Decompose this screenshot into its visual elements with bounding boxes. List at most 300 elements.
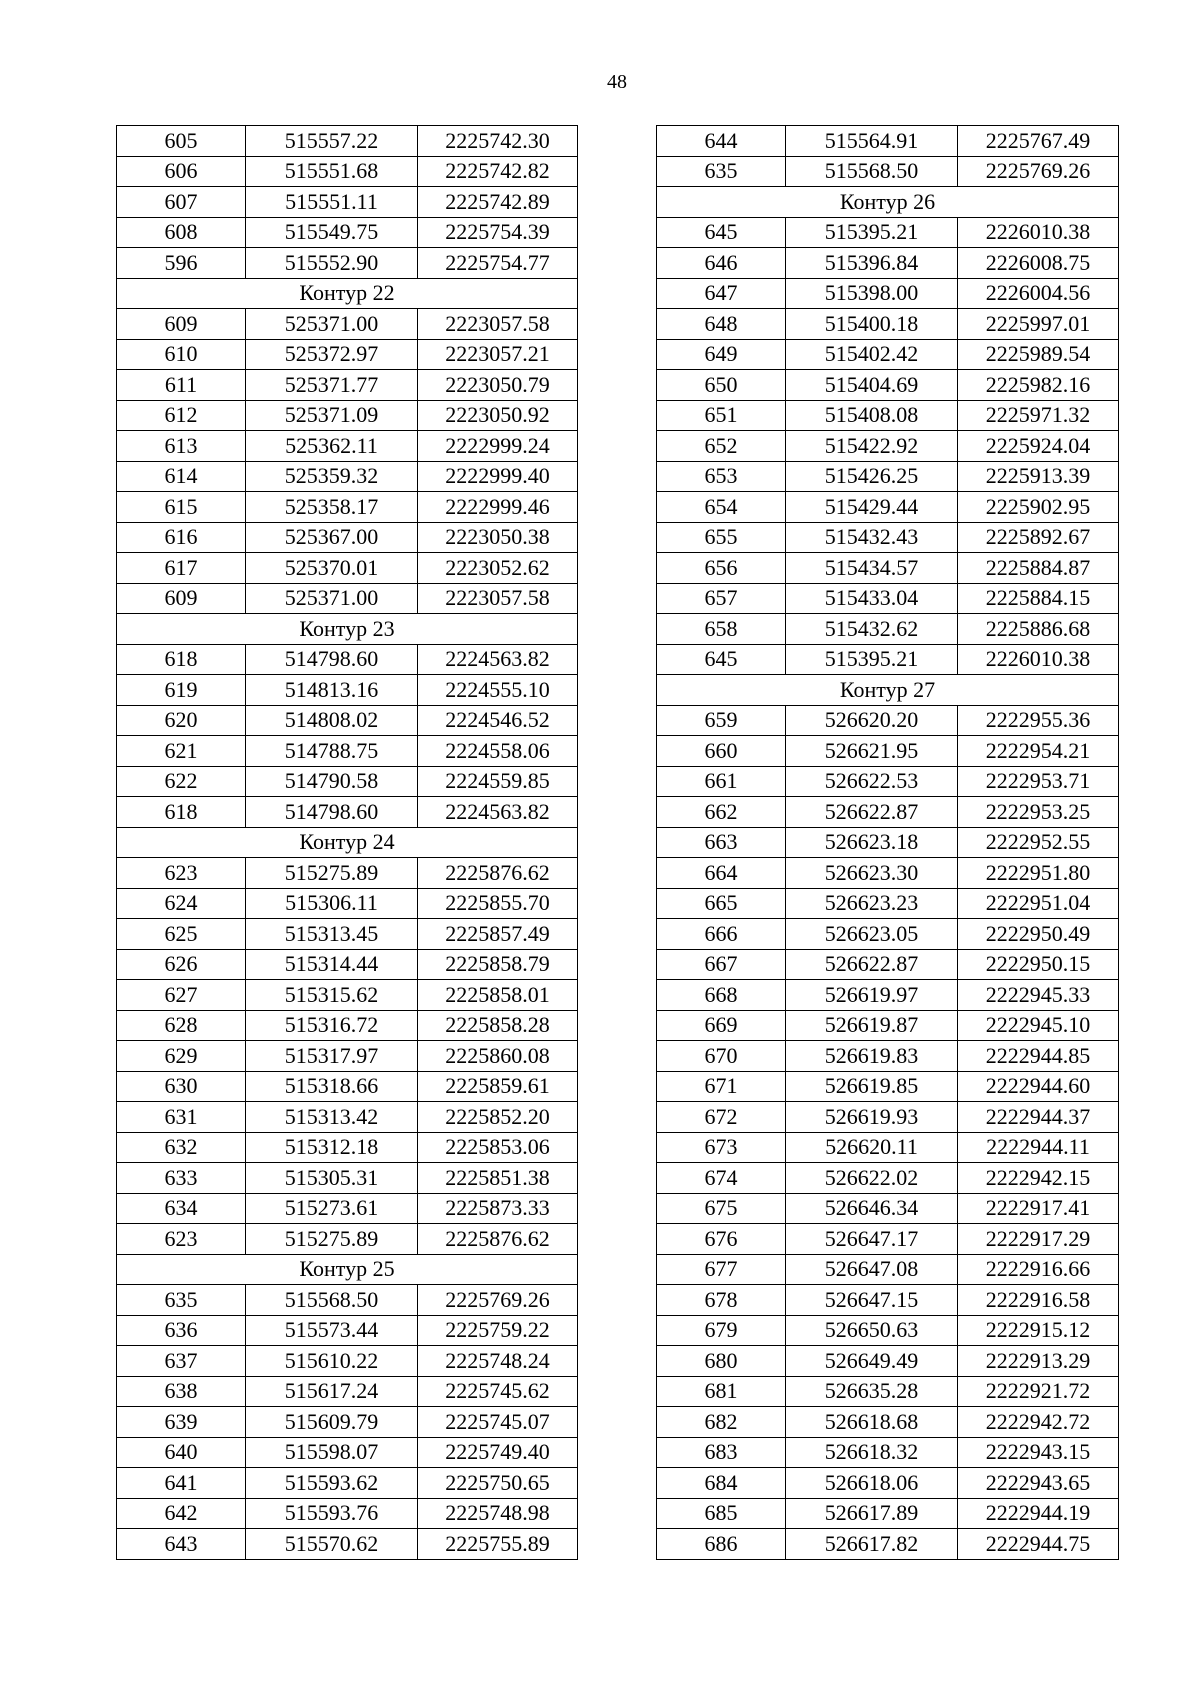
x-coordinate-cell: 515426.25 bbox=[786, 461, 958, 492]
x-coordinate-cell: 515593.76 bbox=[246, 1498, 418, 1529]
table-row bbox=[117, 1010, 578, 1041]
y-coordinate-cell: 2225754.77 bbox=[418, 248, 578, 279]
table-row bbox=[117, 583, 578, 614]
x-coordinate-cell: 515404.69 bbox=[786, 370, 958, 401]
table-row bbox=[117, 217, 578, 248]
point-number-cell: 664 bbox=[657, 858, 786, 889]
x-coordinate-cell: 515400.18 bbox=[786, 309, 958, 340]
table-row bbox=[117, 461, 578, 492]
point-number-cell: 677 bbox=[657, 1254, 786, 1285]
page-number: 48 bbox=[607, 71, 627, 93]
table-row bbox=[657, 980, 1119, 1011]
table-row bbox=[117, 156, 578, 187]
y-coordinate-cell: 2222945.10 bbox=[958, 1010, 1119, 1041]
point-number-cell: 609 bbox=[117, 583, 246, 614]
y-coordinate-cell: 2225886.68 bbox=[958, 614, 1119, 645]
table-row bbox=[657, 1285, 1119, 1316]
y-coordinate-cell: 2225748.98 bbox=[418, 1498, 578, 1529]
y-coordinate-cell: 2226010.38 bbox=[958, 217, 1119, 248]
table-row bbox=[117, 949, 578, 980]
table-row bbox=[657, 461, 1119, 492]
point-number-cell: 620 bbox=[117, 705, 246, 736]
point-number-cell: 647 bbox=[657, 278, 786, 309]
x-coordinate-cell: 515429.44 bbox=[786, 492, 958, 523]
x-coordinate-cell: 515402.42 bbox=[786, 339, 958, 370]
y-coordinate-cell: 2225745.62 bbox=[418, 1376, 578, 1407]
point-number-cell: 650 bbox=[657, 370, 786, 401]
y-coordinate-cell: 2225989.54 bbox=[958, 339, 1119, 370]
x-coordinate-cell: 515275.89 bbox=[246, 858, 418, 889]
y-coordinate-cell: 2225971.32 bbox=[958, 400, 1119, 431]
x-coordinate-cell: 526617.82 bbox=[786, 1529, 958, 1560]
y-coordinate-cell: 2223057.58 bbox=[418, 309, 578, 340]
point-number-cell: 676 bbox=[657, 1224, 786, 1255]
table-row bbox=[117, 1102, 578, 1133]
y-coordinate-cell: 2222942.72 bbox=[958, 1407, 1119, 1438]
y-coordinate-cell: 2225742.30 bbox=[418, 126, 578, 157]
point-number-cell: 660 bbox=[657, 736, 786, 767]
y-coordinate-cell: 2225853.06 bbox=[418, 1132, 578, 1163]
y-coordinate-cell: 2222943.65 bbox=[958, 1468, 1119, 1499]
point-number-cell: 665 bbox=[657, 888, 786, 919]
x-coordinate-cell: 515573.44 bbox=[246, 1315, 418, 1346]
table-row bbox=[657, 919, 1119, 950]
table-row bbox=[657, 1468, 1119, 1499]
point-number-cell: 623 bbox=[117, 1224, 246, 1255]
table-row bbox=[117, 1437, 578, 1468]
y-coordinate-cell: 2225745.07 bbox=[418, 1407, 578, 1438]
table-row bbox=[117, 644, 578, 675]
x-coordinate-cell: 515313.45 bbox=[246, 919, 418, 950]
x-coordinate-cell: 526618.68 bbox=[786, 1407, 958, 1438]
table-row bbox=[657, 370, 1119, 401]
table-row bbox=[117, 858, 578, 889]
x-coordinate-cell: 525371.00 bbox=[246, 309, 418, 340]
table-row bbox=[657, 309, 1119, 340]
contour-header-row bbox=[657, 675, 1119, 706]
y-coordinate-cell: 2225913.39 bbox=[958, 461, 1119, 492]
y-coordinate-cell: 2225858.79 bbox=[418, 949, 578, 980]
table-row bbox=[117, 1163, 578, 1194]
y-coordinate-cell: 2225759.22 bbox=[418, 1315, 578, 1346]
point-number-cell: 680 bbox=[657, 1346, 786, 1377]
x-coordinate-cell: 515395.21 bbox=[786, 217, 958, 248]
point-number-cell: 671 bbox=[657, 1071, 786, 1102]
table-row bbox=[657, 1529, 1119, 1560]
x-coordinate-cell: 525358.17 bbox=[246, 492, 418, 523]
table-row bbox=[117, 1071, 578, 1102]
table-row bbox=[657, 156, 1119, 187]
x-coordinate-cell: 514813.16 bbox=[246, 675, 418, 706]
x-coordinate-cell: 515275.89 bbox=[246, 1224, 418, 1255]
y-coordinate-cell: 2222917.29 bbox=[958, 1224, 1119, 1255]
table-row bbox=[117, 1498, 578, 1529]
y-coordinate-cell: 2224555.10 bbox=[418, 675, 578, 706]
point-number-cell: 634 bbox=[117, 1193, 246, 1224]
table-row bbox=[117, 248, 578, 279]
table-row bbox=[657, 858, 1119, 889]
point-number-cell: 628 bbox=[117, 1010, 246, 1041]
point-number-cell: 618 bbox=[117, 644, 246, 675]
point-number-cell: 635 bbox=[117, 1285, 246, 1316]
table-row bbox=[657, 1498, 1119, 1529]
table-row bbox=[117, 522, 578, 553]
x-coordinate-cell: 525370.01 bbox=[246, 553, 418, 584]
y-coordinate-cell: 2225851.38 bbox=[418, 1163, 578, 1194]
y-coordinate-cell: 2222943.15 bbox=[958, 1437, 1119, 1468]
table-row bbox=[657, 492, 1119, 523]
point-number-cell: 640 bbox=[117, 1437, 246, 1468]
table-row bbox=[657, 339, 1119, 370]
contour-header-row bbox=[657, 187, 1119, 218]
y-coordinate-cell: 2225769.26 bbox=[958, 156, 1119, 187]
point-number-cell: 613 bbox=[117, 431, 246, 462]
x-coordinate-cell: 515318.66 bbox=[246, 1071, 418, 1102]
point-number-cell: 675 bbox=[657, 1193, 786, 1224]
y-coordinate-cell: 2226008.75 bbox=[958, 248, 1119, 279]
x-coordinate-cell: 515598.07 bbox=[246, 1437, 418, 1468]
x-coordinate-cell: 525359.32 bbox=[246, 461, 418, 492]
coordinates-table-left bbox=[116, 125, 578, 1560]
table-row bbox=[657, 1193, 1119, 1224]
point-number-cell: 661 bbox=[657, 766, 786, 797]
x-coordinate-cell: 526647.08 bbox=[786, 1254, 958, 1285]
y-coordinate-cell: 2224563.82 bbox=[418, 797, 578, 828]
point-number-cell: 627 bbox=[117, 980, 246, 1011]
table-row bbox=[117, 1224, 578, 1255]
y-coordinate-cell: 2222944.60 bbox=[958, 1071, 1119, 1102]
point-number-cell: 643 bbox=[117, 1529, 246, 1560]
x-coordinate-cell: 515317.97 bbox=[246, 1041, 418, 1072]
table-row bbox=[117, 1346, 578, 1377]
x-coordinate-cell: 515315.62 bbox=[246, 980, 418, 1011]
point-number-cell: 622 bbox=[117, 766, 246, 797]
x-coordinate-cell: 515552.90 bbox=[246, 248, 418, 279]
x-coordinate-cell: 515617.24 bbox=[246, 1376, 418, 1407]
y-coordinate-cell: 2225767.49 bbox=[958, 126, 1119, 157]
y-coordinate-cell: 2222916.58 bbox=[958, 1285, 1119, 1316]
point-number-cell: 645 bbox=[657, 217, 786, 248]
point-number-cell: 638 bbox=[117, 1376, 246, 1407]
x-coordinate-cell: 515434.57 bbox=[786, 553, 958, 584]
y-coordinate-cell: 2225924.04 bbox=[958, 431, 1119, 462]
y-coordinate-cell: 2222999.40 bbox=[418, 461, 578, 492]
point-number-cell: 633 bbox=[117, 1163, 246, 1194]
y-coordinate-cell: 2222944.37 bbox=[958, 1102, 1119, 1133]
y-coordinate-cell: 2223050.79 bbox=[418, 370, 578, 401]
y-coordinate-cell: 2225769.26 bbox=[418, 1285, 578, 1316]
y-coordinate-cell: 2225852.20 bbox=[418, 1102, 578, 1133]
x-coordinate-cell: 526647.15 bbox=[786, 1285, 958, 1316]
table-row bbox=[657, 1041, 1119, 1072]
y-coordinate-cell: 2222999.24 bbox=[418, 431, 578, 462]
y-coordinate-cell: 2222952.55 bbox=[958, 827, 1119, 858]
point-number-cell: 662 bbox=[657, 797, 786, 828]
y-coordinate-cell: 2222944.85 bbox=[958, 1041, 1119, 1072]
x-coordinate-cell: 526618.32 bbox=[786, 1437, 958, 1468]
contour-label: Контур 25 bbox=[117, 1254, 578, 1285]
point-number-cell: 639 bbox=[117, 1407, 246, 1438]
y-coordinate-cell: 2224559.85 bbox=[418, 766, 578, 797]
point-number-cell: 621 bbox=[117, 736, 246, 767]
table-row bbox=[657, 431, 1119, 462]
x-coordinate-cell: 526622.02 bbox=[786, 1163, 958, 1194]
point-number-cell: 666 bbox=[657, 919, 786, 950]
y-coordinate-cell: 2225982.16 bbox=[958, 370, 1119, 401]
x-coordinate-cell: 515570.62 bbox=[246, 1529, 418, 1560]
x-coordinate-cell: 515305.31 bbox=[246, 1163, 418, 1194]
y-coordinate-cell: 2226004.56 bbox=[958, 278, 1119, 309]
y-coordinate-cell: 2222917.41 bbox=[958, 1193, 1119, 1224]
y-coordinate-cell: 2222955.36 bbox=[958, 705, 1119, 736]
x-coordinate-cell: 514808.02 bbox=[246, 705, 418, 736]
y-coordinate-cell: 2225892.67 bbox=[958, 522, 1119, 553]
x-coordinate-cell: 526619.97 bbox=[786, 980, 958, 1011]
y-coordinate-cell: 2225858.28 bbox=[418, 1010, 578, 1041]
table-row bbox=[117, 675, 578, 706]
table-row bbox=[117, 553, 578, 584]
y-coordinate-cell: 2223052.62 bbox=[418, 553, 578, 584]
table-row bbox=[117, 980, 578, 1011]
table-row bbox=[117, 370, 578, 401]
y-coordinate-cell: 2222913.29 bbox=[958, 1346, 1119, 1377]
table-row bbox=[117, 1468, 578, 1499]
table-row bbox=[657, 278, 1119, 309]
point-number-cell: 667 bbox=[657, 949, 786, 980]
x-coordinate-cell: 515398.00 bbox=[786, 278, 958, 309]
point-number-cell: 649 bbox=[657, 339, 786, 370]
coordinates-table-body bbox=[117, 126, 578, 1560]
point-number-cell: 663 bbox=[657, 827, 786, 858]
table-row bbox=[117, 339, 578, 370]
table-row bbox=[657, 949, 1119, 980]
contour-header-row bbox=[117, 1254, 578, 1285]
contour-header-row bbox=[117, 827, 578, 858]
table-row bbox=[657, 766, 1119, 797]
x-coordinate-cell: 526623.05 bbox=[786, 919, 958, 950]
point-number-cell: 656 bbox=[657, 553, 786, 584]
y-coordinate-cell: 2225749.40 bbox=[418, 1437, 578, 1468]
point-number-cell: 615 bbox=[117, 492, 246, 523]
point-number-cell: 617 bbox=[117, 553, 246, 584]
contour-header-row bbox=[117, 614, 578, 645]
table-row bbox=[117, 797, 578, 828]
x-coordinate-cell: 515316.72 bbox=[246, 1010, 418, 1041]
point-number-cell: 646 bbox=[657, 248, 786, 279]
y-coordinate-cell: 2222942.15 bbox=[958, 1163, 1119, 1194]
table-row bbox=[117, 1529, 578, 1560]
x-coordinate-cell: 526623.18 bbox=[786, 827, 958, 858]
point-number-cell: 658 bbox=[657, 614, 786, 645]
point-number-cell: 606 bbox=[117, 156, 246, 187]
point-number-cell: 629 bbox=[117, 1041, 246, 1072]
table-row bbox=[657, 1376, 1119, 1407]
y-coordinate-cell: 2225754.39 bbox=[418, 217, 578, 248]
y-coordinate-cell: 2225876.62 bbox=[418, 1224, 578, 1255]
x-coordinate-cell: 515314.44 bbox=[246, 949, 418, 980]
table-row bbox=[657, 1346, 1119, 1377]
point-number-cell: 669 bbox=[657, 1010, 786, 1041]
x-coordinate-cell: 526646.34 bbox=[786, 1193, 958, 1224]
point-number-cell: 632 bbox=[117, 1132, 246, 1163]
point-number-cell: 674 bbox=[657, 1163, 786, 1194]
table-row bbox=[117, 492, 578, 523]
table-row bbox=[117, 1376, 578, 1407]
x-coordinate-cell: 525372.97 bbox=[246, 339, 418, 370]
y-coordinate-cell: 2222944.75 bbox=[958, 1529, 1119, 1560]
table-row bbox=[657, 1163, 1119, 1194]
y-coordinate-cell: 2225860.08 bbox=[418, 1041, 578, 1072]
x-coordinate-cell: 515408.08 bbox=[786, 400, 958, 431]
table-row bbox=[657, 705, 1119, 736]
x-coordinate-cell: 515593.62 bbox=[246, 1468, 418, 1499]
point-number-cell: 686 bbox=[657, 1529, 786, 1560]
y-coordinate-cell: 2222916.66 bbox=[958, 1254, 1119, 1285]
point-number-cell: 631 bbox=[117, 1102, 246, 1133]
x-coordinate-cell: 526621.95 bbox=[786, 736, 958, 767]
y-coordinate-cell: 2223057.21 bbox=[418, 339, 578, 370]
point-number-cell: 659 bbox=[657, 705, 786, 736]
x-coordinate-cell: 526622.87 bbox=[786, 949, 958, 980]
table-row bbox=[117, 888, 578, 919]
table-row bbox=[657, 644, 1119, 675]
point-number-cell: 672 bbox=[657, 1102, 786, 1133]
contour-label: Контур 26 bbox=[657, 187, 1119, 218]
point-number-cell: 668 bbox=[657, 980, 786, 1011]
point-number-cell: 655 bbox=[657, 522, 786, 553]
x-coordinate-cell: 526649.49 bbox=[786, 1346, 958, 1377]
x-coordinate-cell: 525371.77 bbox=[246, 370, 418, 401]
y-coordinate-cell: 2225902.95 bbox=[958, 492, 1119, 523]
table-row bbox=[657, 126, 1119, 157]
coordinates-table-right bbox=[656, 125, 1119, 1560]
x-coordinate-cell: 514788.75 bbox=[246, 736, 418, 767]
table-row bbox=[657, 614, 1119, 645]
x-coordinate-cell: 526619.85 bbox=[786, 1071, 958, 1102]
point-number-cell: 653 bbox=[657, 461, 786, 492]
point-number-cell: 609 bbox=[117, 309, 246, 340]
point-number-cell: 641 bbox=[117, 1468, 246, 1499]
point-number-cell: 605 bbox=[117, 126, 246, 157]
point-number-cell: 678 bbox=[657, 1285, 786, 1316]
x-coordinate-cell: 515422.92 bbox=[786, 431, 958, 462]
point-number-cell: 608 bbox=[117, 217, 246, 248]
x-coordinate-cell: 515313.42 bbox=[246, 1102, 418, 1133]
x-coordinate-cell: 526618.06 bbox=[786, 1468, 958, 1499]
point-number-cell: 611 bbox=[117, 370, 246, 401]
point-number-cell: 670 bbox=[657, 1041, 786, 1072]
point-number-cell: 630 bbox=[117, 1071, 246, 1102]
y-coordinate-cell: 2226010.38 bbox=[958, 644, 1119, 675]
table-row bbox=[117, 766, 578, 797]
x-coordinate-cell: 514790.58 bbox=[246, 766, 418, 797]
table-row bbox=[117, 431, 578, 462]
x-coordinate-cell: 515306.11 bbox=[246, 888, 418, 919]
table-row bbox=[657, 1071, 1119, 1102]
x-coordinate-cell: 514798.60 bbox=[246, 797, 418, 828]
point-number-cell: 607 bbox=[117, 187, 246, 218]
y-coordinate-cell: 2225857.49 bbox=[418, 919, 578, 950]
point-number-cell: 624 bbox=[117, 888, 246, 919]
y-coordinate-cell: 2224558.06 bbox=[418, 736, 578, 767]
x-coordinate-cell: 526647.17 bbox=[786, 1224, 958, 1255]
point-number-cell: 682 bbox=[657, 1407, 786, 1438]
table-row bbox=[117, 919, 578, 950]
point-number-cell: 681 bbox=[657, 1376, 786, 1407]
x-coordinate-cell: 515432.43 bbox=[786, 522, 958, 553]
x-coordinate-cell: 515396.84 bbox=[786, 248, 958, 279]
point-number-cell: 625 bbox=[117, 919, 246, 950]
x-coordinate-cell: 515551.11 bbox=[246, 187, 418, 218]
x-coordinate-cell: 515564.91 bbox=[786, 126, 958, 157]
x-coordinate-cell: 515549.75 bbox=[246, 217, 418, 248]
table-row bbox=[657, 1407, 1119, 1438]
contour-label: Контур 23 bbox=[117, 614, 578, 645]
table-row bbox=[117, 1041, 578, 1072]
point-number-cell: 685 bbox=[657, 1498, 786, 1529]
table-row bbox=[657, 522, 1119, 553]
coordinates-table-body bbox=[657, 126, 1119, 1560]
point-number-cell: 596 bbox=[117, 248, 246, 279]
table-row bbox=[657, 1010, 1119, 1041]
y-coordinate-cell: 2225997.01 bbox=[958, 309, 1119, 340]
point-number-cell: 635 bbox=[657, 156, 786, 187]
table-row bbox=[117, 705, 578, 736]
x-coordinate-cell: 526619.93 bbox=[786, 1102, 958, 1133]
y-coordinate-cell: 2225859.61 bbox=[418, 1071, 578, 1102]
point-number-cell: 673 bbox=[657, 1132, 786, 1163]
contour-label: Контур 22 bbox=[117, 278, 578, 309]
table-row bbox=[117, 126, 578, 157]
table-row bbox=[657, 217, 1119, 248]
y-coordinate-cell: 2225876.62 bbox=[418, 858, 578, 889]
table-row bbox=[117, 400, 578, 431]
y-coordinate-cell: 2225755.89 bbox=[418, 1529, 578, 1560]
table-row bbox=[117, 187, 578, 218]
point-number-cell: 610 bbox=[117, 339, 246, 370]
y-coordinate-cell: 2222953.25 bbox=[958, 797, 1119, 828]
point-number-cell: 619 bbox=[117, 675, 246, 706]
point-number-cell: 642 bbox=[117, 1498, 246, 1529]
x-coordinate-cell: 526620.11 bbox=[786, 1132, 958, 1163]
point-number-cell: 637 bbox=[117, 1346, 246, 1377]
table-row bbox=[117, 1315, 578, 1346]
x-coordinate-cell: 525362.11 bbox=[246, 431, 418, 462]
y-coordinate-cell: 2225742.89 bbox=[418, 187, 578, 218]
x-coordinate-cell: 515610.22 bbox=[246, 1346, 418, 1377]
table-row bbox=[657, 1437, 1119, 1468]
point-number-cell: 614 bbox=[117, 461, 246, 492]
table-row bbox=[657, 553, 1119, 584]
point-number-cell: 616 bbox=[117, 522, 246, 553]
point-number-cell: 636 bbox=[117, 1315, 246, 1346]
x-coordinate-cell: 514798.60 bbox=[246, 644, 418, 675]
x-coordinate-cell: 515312.18 bbox=[246, 1132, 418, 1163]
point-number-cell: 645 bbox=[657, 644, 786, 675]
point-number-cell: 683 bbox=[657, 1437, 786, 1468]
x-coordinate-cell: 526620.20 bbox=[786, 705, 958, 736]
table-row bbox=[657, 248, 1119, 279]
table-row bbox=[657, 1254, 1119, 1285]
table-row bbox=[657, 583, 1119, 614]
point-number-cell: 651 bbox=[657, 400, 786, 431]
y-coordinate-cell: 2225873.33 bbox=[418, 1193, 578, 1224]
x-coordinate-cell: 515557.22 bbox=[246, 126, 418, 157]
table-row bbox=[657, 797, 1119, 828]
y-coordinate-cell: 2222915.12 bbox=[958, 1315, 1119, 1346]
x-coordinate-cell: 525371.00 bbox=[246, 583, 418, 614]
point-number-cell: 626 bbox=[117, 949, 246, 980]
